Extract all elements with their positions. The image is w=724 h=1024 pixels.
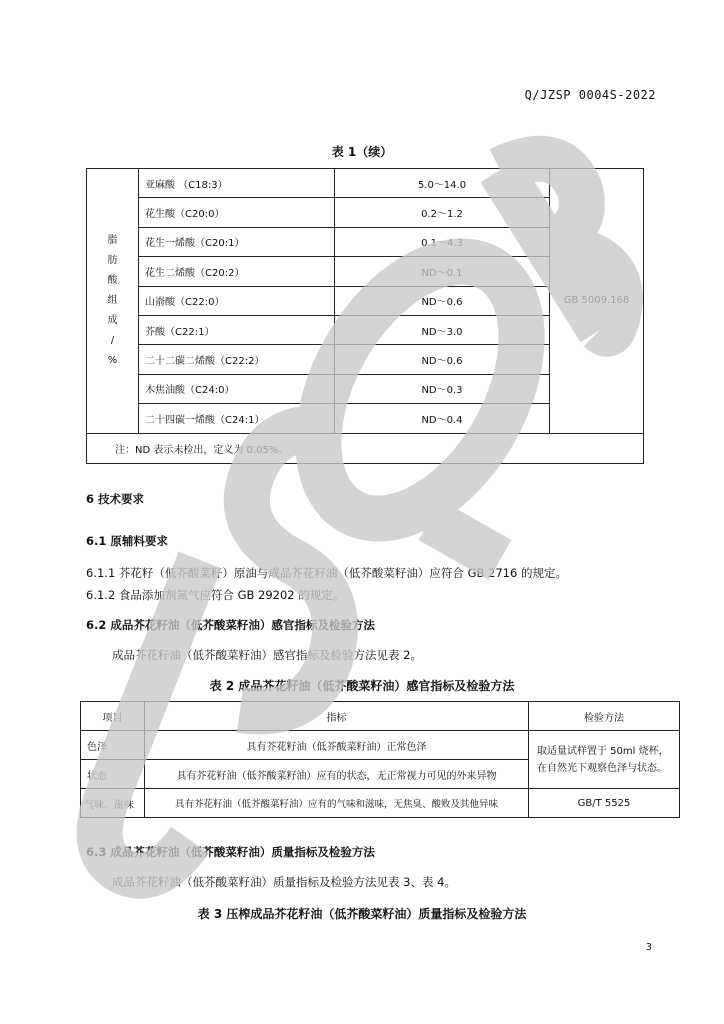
acid-name: 亚麻酸 （C18:3） xyxy=(139,169,335,198)
method-cell: 取适量试样置于 50ml 烧杯，在自然光下观察色泽与状态。 xyxy=(529,731,680,789)
column-header: 项目 xyxy=(81,702,145,731)
acid-value: ND～0.3 xyxy=(335,374,550,403)
acid-value: ND～3.0 xyxy=(335,315,550,344)
table-row xyxy=(87,169,644,198)
table-note-row xyxy=(87,433,644,463)
acid-value: 5.0～14.0 xyxy=(335,169,550,198)
item-cell: 色泽 xyxy=(81,731,145,760)
table1-caption: 表 1（续） xyxy=(331,145,393,159)
acid-value: ND～0.4 xyxy=(335,404,550,433)
acid-value: 0.2～1.2 xyxy=(335,198,550,227)
column-header: 检验方法 xyxy=(529,702,680,731)
acid-name: 二十二碳二烯酸（C22:2） xyxy=(139,345,335,374)
clause-6-1-1: 6.1.1 芥花籽（低芥酸菜籽）原油与成品芥花籽油（低芥酸菜籽油）应符合 GB 2716 的规定。 xyxy=(86,566,567,580)
paragraph-6-2: 成品芥花籽油（低芥酸菜籽油）感官指标及检验方法见表 2。 xyxy=(112,648,422,662)
acid-name: 山嵛酸（C22:0） xyxy=(139,286,335,315)
section-heading-6-1: 6.1 原辅料要求 xyxy=(86,534,168,548)
spec-cell: 具有芥花籽油（低芥酸菜籽油）应有的状态，无正常视力可见的外来异物 xyxy=(145,760,529,789)
paragraph-6-3: 成品芥花籽油（低芥酸菜籽油）质量指标及检验方法见表 3、表 4。 xyxy=(112,875,456,889)
section-heading-6-3: 6.3 成品芥花籽油（低芥酸菜籽油）质量指标及检验方法 xyxy=(86,845,375,859)
table3-caption: 表 3 压榨成品芥花籽油（低芥酸菜籽油）质量指标及检验方法 xyxy=(197,907,527,921)
acid-name: 花生二烯酸（C20:2） xyxy=(139,257,335,286)
table-header-row xyxy=(81,702,680,731)
document-code: Q/JZSP 0004S-2022 xyxy=(524,88,656,102)
section-heading-6-2: 6.2 成品芥花籽油（低芥酸菜籽油）感官指标及检验方法 xyxy=(86,618,375,632)
acid-name: 芥酸（C22:1） xyxy=(139,315,335,344)
group-label: 脂 肪 酸 组 成 / % xyxy=(87,169,139,434)
acid-value: ND～0.6 xyxy=(335,345,550,374)
page-number: 3 xyxy=(645,942,652,953)
section-heading-6: 6 技术要求 xyxy=(86,492,145,506)
spec-cell: 具有芥花籽油（低芥酸菜籽油）正常色泽 xyxy=(145,731,529,760)
item-cell: 气味、滋味 xyxy=(81,789,145,818)
table-row xyxy=(81,731,680,760)
acid-value: ND～0.1 xyxy=(335,257,550,286)
item-cell: 状态 xyxy=(81,760,145,789)
clause-6-1-2: 6.1.2 食品添加剂氮气应符合 GB 29202 的规定。 xyxy=(86,588,345,602)
method-cell: GB/T 5525 xyxy=(529,789,680,818)
acid-name: 花生酸（C20:0） xyxy=(139,198,335,227)
acid-name: 二十四碳一烯酸（C24:1） xyxy=(139,404,335,433)
fatty-acid-table xyxy=(86,168,644,464)
acid-value: ND～0.6 xyxy=(335,286,550,315)
acid-name: 木焦油酸（C24:0） xyxy=(139,374,335,403)
acid-name: 花生一烯酸（C20:1） xyxy=(139,227,335,256)
sensory-table xyxy=(80,701,680,818)
test-method: GB 5009.168 xyxy=(550,169,644,434)
column-header: 指标 xyxy=(145,702,529,731)
acid-value: 0.1～4.3 xyxy=(335,227,550,256)
table2-caption: 表 2 成品芥花籽油（低芥酸菜籽油）感官指标及检验方法 xyxy=(209,679,515,693)
spec-cell: 具有芥花籽油（低芥酸菜籽油）应有的气味和滋味，无焦臭、酸败及其他异味 xyxy=(145,789,529,818)
table-row xyxy=(81,789,680,818)
table-note: 注：ND 表示未检出，定义为 0.05%。 xyxy=(87,433,644,463)
